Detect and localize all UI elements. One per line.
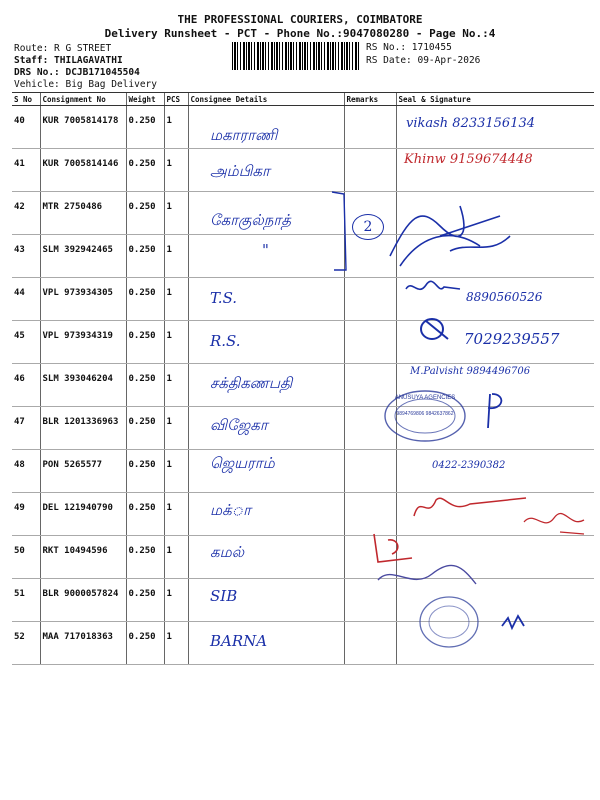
weight-cell: 0.250 bbox=[126, 106, 164, 149]
drs-number: DRS No.: DCJB171045504 bbox=[14, 67, 140, 78]
remarks-cell bbox=[344, 106, 396, 149]
runsheet-table bbox=[12, 92, 594, 665]
signature-scribble-47 bbox=[478, 390, 508, 434]
remarks-cell bbox=[344, 622, 396, 665]
sno-cell: 46 bbox=[12, 364, 40, 407]
signature-scribble-51 bbox=[372, 560, 482, 600]
signature-handwriting: 8890560526 bbox=[466, 290, 543, 304]
consignee-handwriting: சக்திகணபதி bbox=[210, 373, 293, 392]
consignment-cell: KUR 7005814146 bbox=[40, 149, 126, 192]
remarks-circled-mark: 2 bbox=[352, 214, 384, 240]
pcs-cell: 1 bbox=[164, 493, 188, 536]
staff-label: Staff: THILAGAVATHI bbox=[14, 55, 123, 66]
signature-cell bbox=[396, 450, 594, 493]
consignment-cell: SLM 392942465 bbox=[40, 235, 126, 278]
col-header-weight: Weight bbox=[126, 93, 164, 106]
weight-cell: 0.250 bbox=[126, 450, 164, 493]
consignment-cell: BLR 1201336963 bbox=[40, 407, 126, 450]
signature-scribble-52 bbox=[500, 612, 530, 638]
signature-handwriting: 0422-2390382 bbox=[432, 460, 506, 471]
pcs-cell: 1 bbox=[164, 579, 188, 622]
consignment-cell: MTR 2750486 bbox=[40, 192, 126, 235]
agency-stamp bbox=[382, 388, 468, 448]
weight-cell: 0.250 bbox=[126, 407, 164, 450]
vehicle-label: Vehicle: Big Bag Delivery bbox=[14, 79, 157, 90]
sno-cell: 40 bbox=[12, 106, 40, 149]
runsheet-subtitle: Delivery Runsheet - PCT - Phone No.:9047080280 - Page No.:4 bbox=[104, 27, 496, 40]
weight-cell: 0.250 bbox=[126, 149, 164, 192]
remarks-cell bbox=[344, 149, 396, 192]
weight-cell: 0.250 bbox=[126, 192, 164, 235]
pcs-cell: 1 bbox=[164, 149, 188, 192]
round-stamp bbox=[418, 595, 480, 653]
route-label: Route: R G STREET bbox=[14, 43, 112, 54]
weight-cell: 0.250 bbox=[126, 278, 164, 321]
signature-scribble-49b bbox=[520, 510, 590, 544]
consignee-handwriting: கோகுல்நாத் bbox=[210, 210, 292, 229]
stamp-phone: 9894769806 9842637862 bbox=[396, 411, 454, 417]
remarks-cell bbox=[344, 278, 396, 321]
pcs-cell: 1 bbox=[164, 536, 188, 579]
rs-number: RS No.: 1710455 bbox=[366, 42, 452, 53]
consignment-cell: SLM 393046204 bbox=[40, 364, 126, 407]
consignee-handwriting: BARNA bbox=[210, 631, 268, 650]
consignment-cell: BLR 9000057824 bbox=[40, 579, 126, 622]
signature-handwriting: Khinw 9159674448 bbox=[404, 152, 533, 167]
consignment-cell: VPL 973934319 bbox=[40, 321, 126, 364]
consignee-handwriting: மக்ா bbox=[210, 500, 251, 519]
remarks-cell bbox=[344, 450, 396, 493]
consignee-handwriting: " bbox=[262, 240, 269, 259]
sno-cell: 45 bbox=[12, 321, 40, 364]
weight-cell: 0.250 bbox=[126, 321, 164, 364]
consignment-cell: MAA 717018363 bbox=[40, 622, 126, 665]
consignee-handwriting: கமல் bbox=[210, 543, 245, 561]
col-header-consignment: Consignment No bbox=[40, 93, 126, 106]
col-header-signature: Seal & Signature bbox=[396, 93, 594, 106]
sno-cell: 42 bbox=[12, 192, 40, 235]
sno-cell: 44 bbox=[12, 278, 40, 321]
sno-cell: 47 bbox=[12, 407, 40, 450]
pcs-cell: 1 bbox=[164, 622, 188, 665]
table-header-row bbox=[12, 93, 594, 106]
sno-cell: 48 bbox=[12, 450, 40, 493]
sno-cell: 52 bbox=[12, 622, 40, 665]
sno-cell: 43 bbox=[12, 235, 40, 278]
sno-cell: 49 bbox=[12, 493, 40, 536]
weight-cell: 0.250 bbox=[126, 622, 164, 665]
company-title: THE PROFESSIONAL COURIERS, COIMBATORE bbox=[177, 13, 423, 26]
barcode bbox=[232, 42, 360, 70]
consignment-cell: PON 5265577 bbox=[40, 450, 126, 493]
table-row bbox=[12, 536, 594, 579]
consignee-handwriting: விஜேகா bbox=[210, 416, 268, 435]
pcs-cell: 1 bbox=[164, 192, 188, 235]
consignee-handwriting: SIB bbox=[210, 587, 238, 606]
signature-scribble-42 bbox=[380, 196, 530, 280]
col-header-consignee: Consignee Details bbox=[188, 93, 344, 106]
pcs-cell: 1 bbox=[164, 450, 188, 493]
col-header-remarks: Remarks bbox=[344, 93, 396, 106]
consignment-cell: VPL 973934305 bbox=[40, 278, 126, 321]
signature-scribble-49 bbox=[410, 490, 530, 530]
remarks-cell bbox=[344, 321, 396, 364]
sno-cell: 50 bbox=[12, 536, 40, 579]
pcs-cell: 1 bbox=[164, 278, 188, 321]
pcs-cell: 1 bbox=[164, 321, 188, 364]
pcs-cell: 1 bbox=[164, 364, 188, 407]
weight-cell: 0.250 bbox=[126, 579, 164, 622]
signature-handwriting: M.Palvisht 9894496706 bbox=[410, 366, 531, 377]
weight-cell: 0.250 bbox=[126, 364, 164, 407]
sno-cell: 41 bbox=[12, 149, 40, 192]
pcs-cell: 1 bbox=[164, 235, 188, 278]
weight-cell: 0.250 bbox=[126, 536, 164, 579]
pcs-cell: 1 bbox=[164, 106, 188, 149]
stamp-text: ANUSUYA AGENCIES bbox=[394, 395, 456, 401]
consignee-handwriting: R.S. bbox=[210, 331, 241, 350]
weight-cell: 0.250 bbox=[126, 493, 164, 536]
consignee-handwriting: T.S. bbox=[210, 289, 238, 308]
consignment-cell: RKT 10494596 bbox=[40, 536, 126, 579]
sno-cell: 51 bbox=[12, 579, 40, 622]
consignee-handwriting: ஜெயராம் bbox=[210, 454, 275, 473]
table-row bbox=[12, 450, 594, 493]
consignee-handwriting: மகாராணி bbox=[210, 126, 278, 144]
weight-cell: 0.250 bbox=[126, 235, 164, 278]
col-header-sno: S No bbox=[12, 93, 40, 106]
consignment-cell: KUR 7005814178 bbox=[40, 106, 126, 149]
consignment-cell: DEL 121940790 bbox=[40, 493, 126, 536]
pcs-cell: 1 bbox=[164, 407, 188, 450]
signature-handwriting: 7029239557 bbox=[464, 330, 560, 348]
rs-date: RS Date: 09-Apr-2026 bbox=[366, 55, 481, 66]
signature-scribble-44 bbox=[404, 277, 464, 303]
col-header-pcs: PCS bbox=[164, 93, 188, 106]
signature-handwriting: vikash 8233156134 bbox=[406, 116, 536, 131]
signature-scribble-45 bbox=[418, 315, 458, 347]
consignee-handwriting: அம்பிகா bbox=[210, 162, 270, 181]
